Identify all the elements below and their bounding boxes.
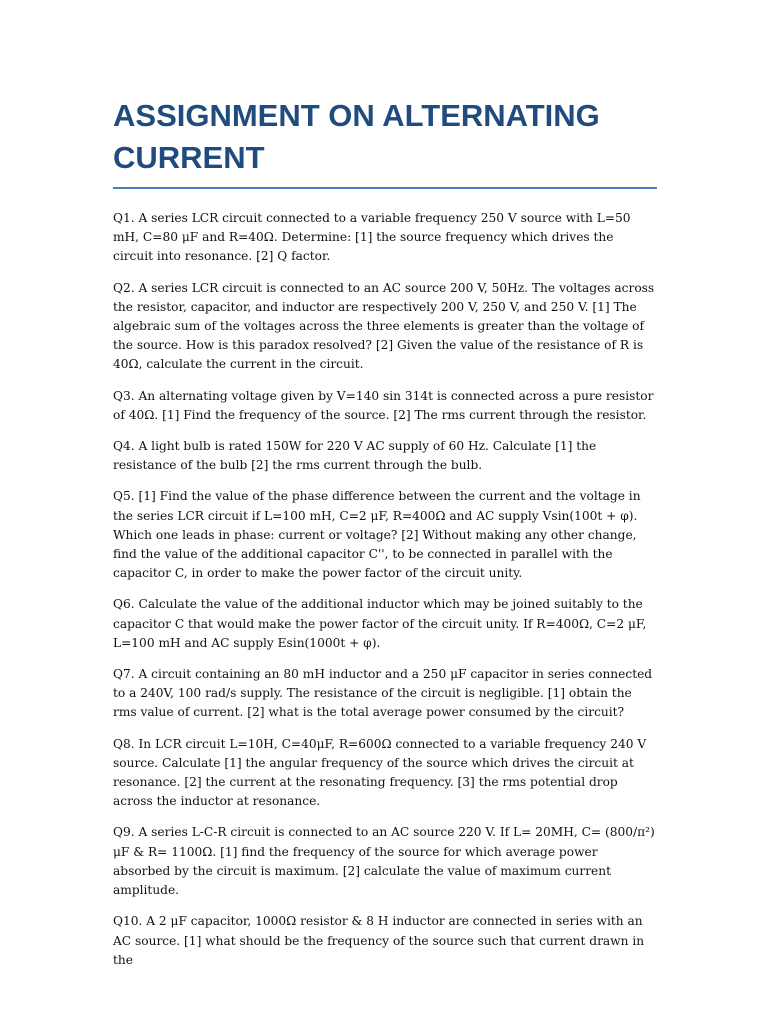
question-10: Q10. A 2 μF capacitor, 1000Ω resistor & 8 H inductor are connected in series with an AC source. [1] what should be the frequency of the source such that current drawn in the: [113, 914, 645, 967]
question-6: Q6. Calculate the value of the additional inductor which may be joined suitably to the capacitor C that would make the power factor of the circuit unity. If R=400Ω, C=2 μF, L=100 mH and AC supply Esin(1000t + φ).: [113, 597, 647, 650]
question-9: Q9. A series L-C-R circuit is connected to an AC source 220 V. If L= 20MH, C= (800/π²) μF & R= 1100Ω. [1] find the frequency of the source for which average power absorbed by the circuit is maximum. [2] calculate the value of maximum current amplitude.: [113, 825, 655, 898]
question-8: Q8. In LCR circuit L=10H, C=40μF, R=600Ω connected to a variable frequency 240 V source. Calculate [1] the angular frequency of the source which drives the circuit at resonance. [2] the current at the resonating frequency. [3] the rms potential drop across the inductor at resonance.: [113, 736, 647, 809]
question-2: Q2. A series LCR circuit is connected to an AC source 200 V, 50Hz. The voltages across the resistor, capacitor, and inductor are respectively 200 V, 250 V, and 250 V. [1] The algebraic sum of the voltages across the three elements is greater than the voltage of the source. How is this paradox resolved? [2] Given the value of the resistance of R is 40Ω, calculate the current in the circuit.: [113, 280, 655, 372]
question-5: Q5. [1] Find the value of the phase difference between the current and the voltage in the series LCR circuit if L=100 mH, C=2 μF, R=400Ω and AC supply Vsin(100t + φ). Which one leads in phase: current or voltage? [2] Without making any other change, find the value of the additional capacitor C'', to be connected in parallel with the capacitor C, in order to make the power factor of the circuit unity.: [113, 489, 641, 581]
question-3: Q3. An alternating voltage given by V=140 sin 314t is connected across a pure resistor of 40Ω. [1] Find the frequency of the source. [2] The rms current through the resistor.: [113, 388, 654, 422]
document-page: [113, 95, 657, 982]
question-1: Q1. A series LCR circuit connected to a variable frequency 250 V source with L=50 mH, C=80 μF and R=40Ω. Determine: [1] the source frequency which drives the circuit into resonance. [2] Q factor.: [113, 211, 631, 264]
question-7: Q7. A circuit containing an 80 mH inductor and a 250 μF capacitor in series connected to a 240V, 100 rad/s supply. The resistance of the circuit is negligible. [1] obtain the rms value of current. [2] what is the total average power consumed by the circuit?: [113, 667, 653, 720]
question-4: Q4. A light bulb is rated 150W for 220 V AC supply of 60 Hz. Calculate [1] the resistance of the bulb [2] the rms current through the bulb.: [113, 439, 597, 473]
question-list: [113, 209, 657, 970]
page-title: ASSIGNMENT ON ALTERNATING CURRENT: [113, 95, 657, 189]
